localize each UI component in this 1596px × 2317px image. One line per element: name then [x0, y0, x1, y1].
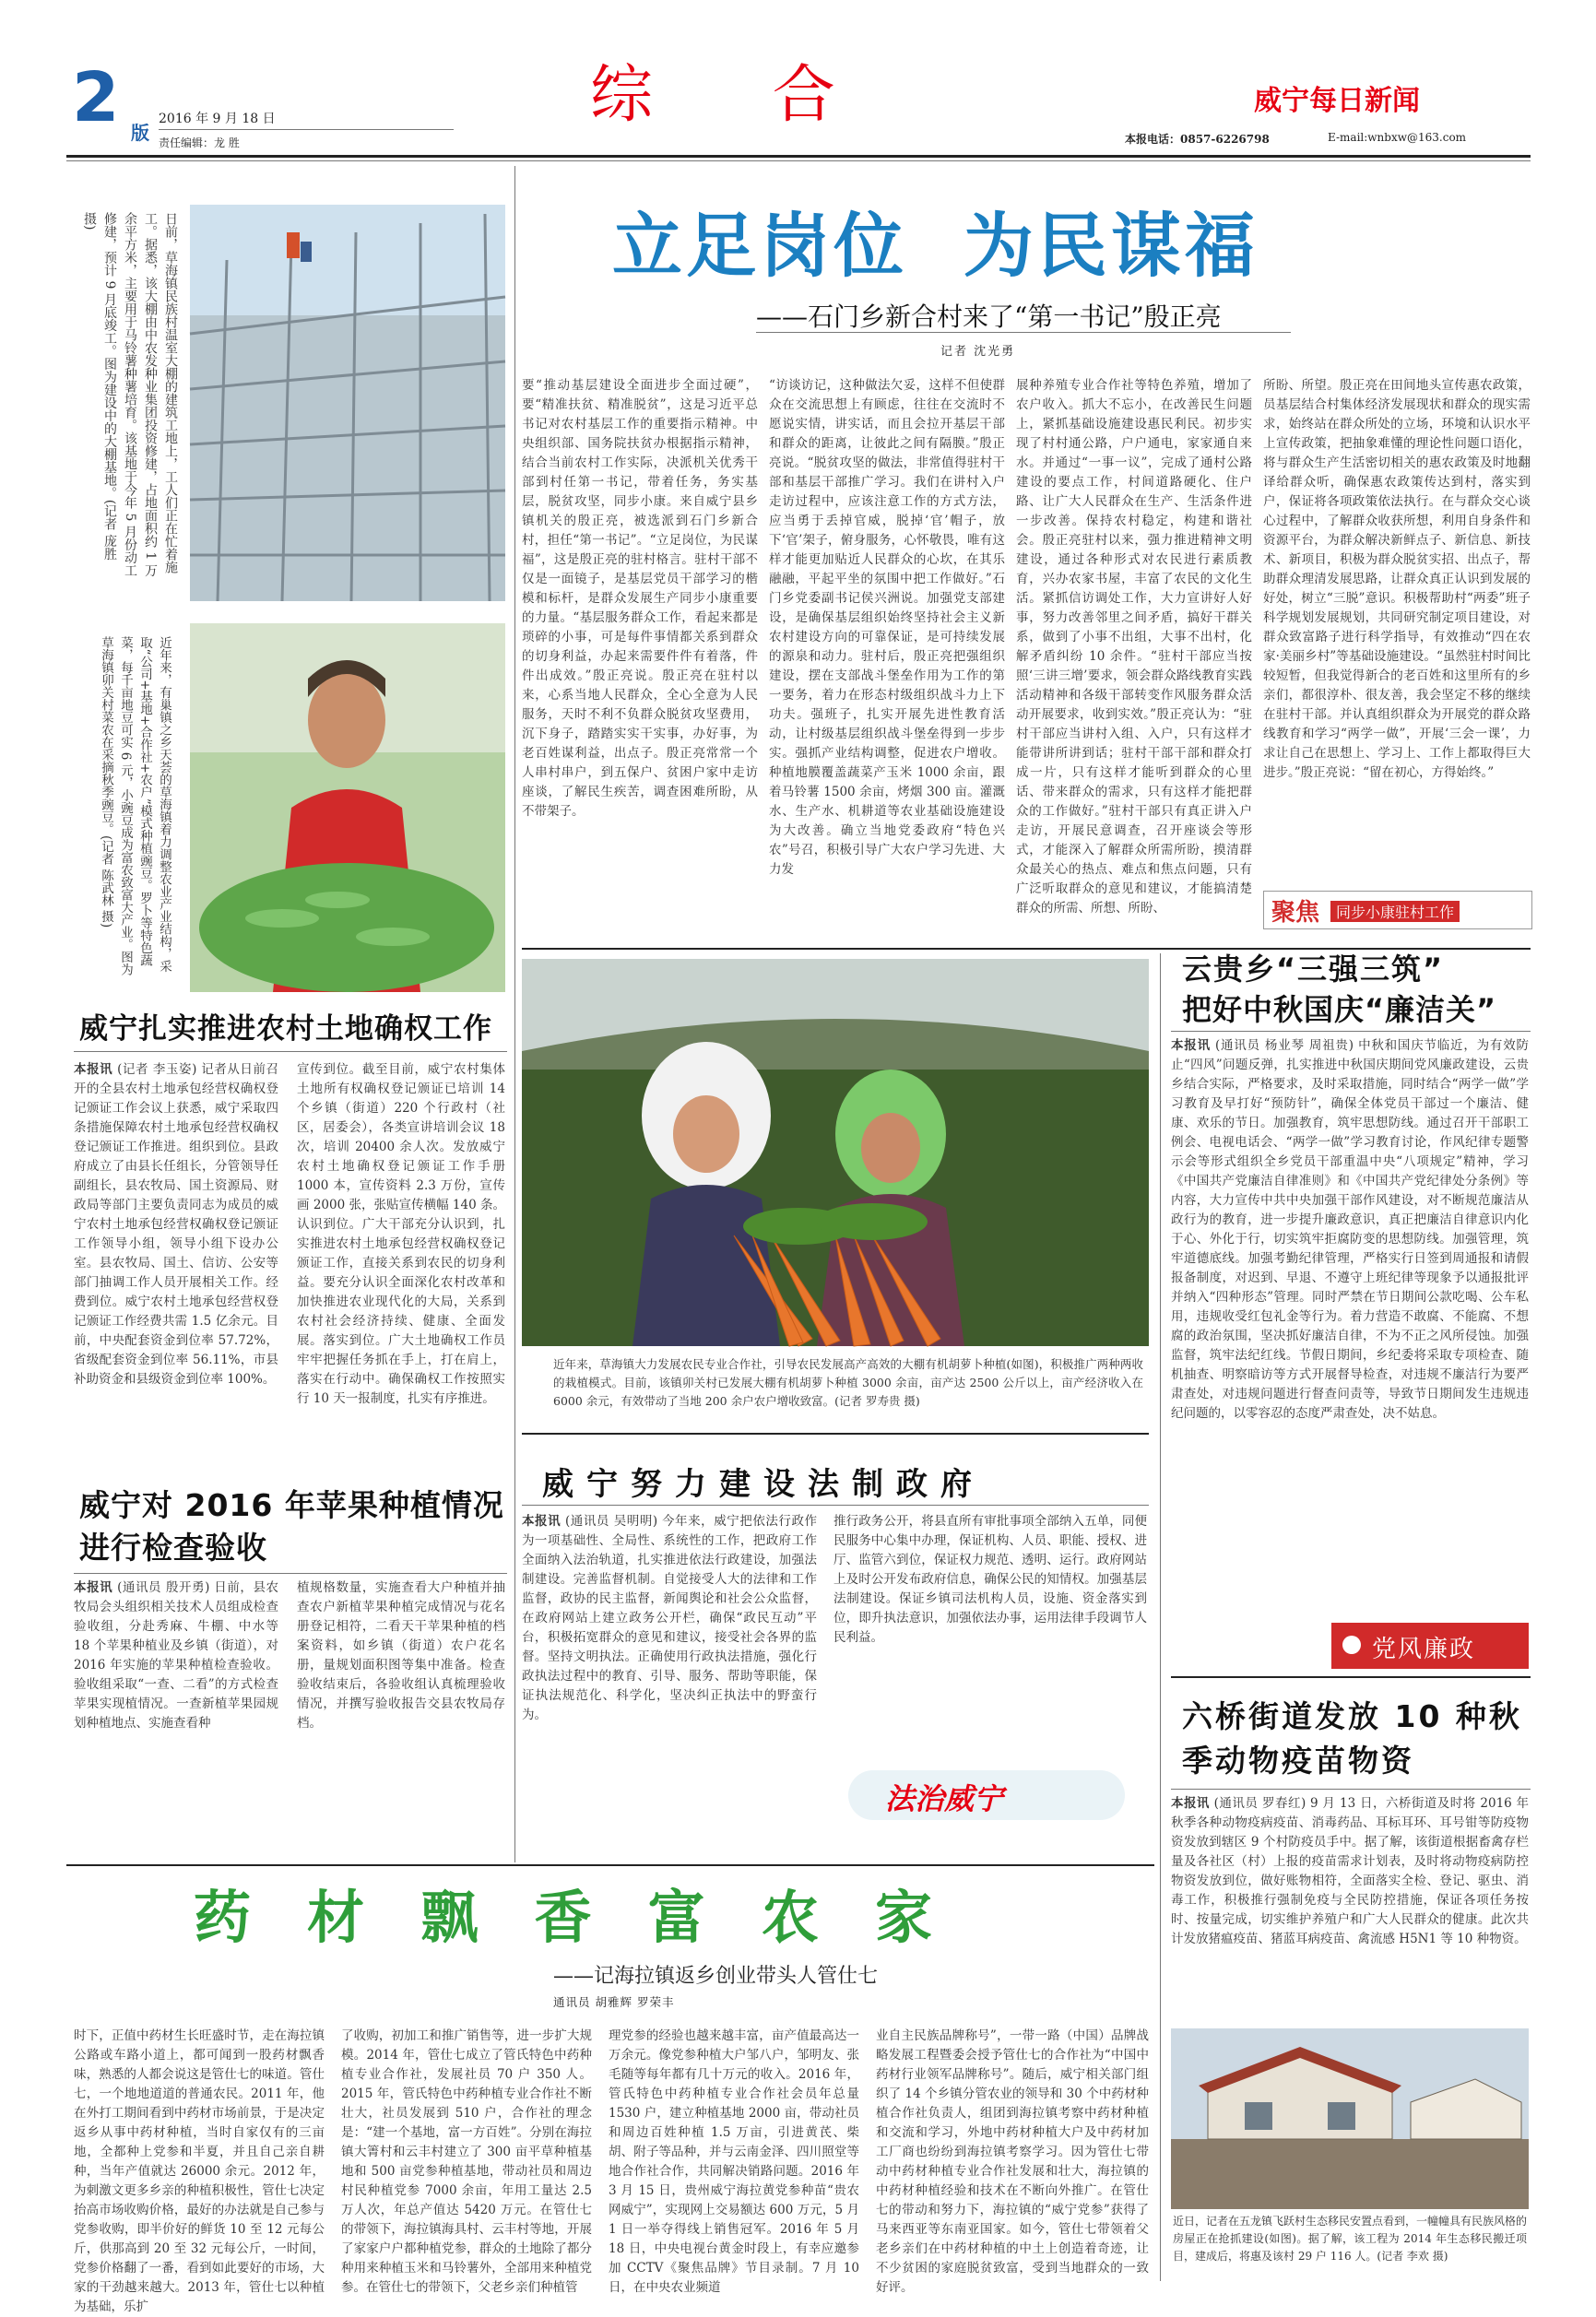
lead-byline: 记者 沈光勇: [940, 345, 1016, 359]
law-author: (通讯员 吴明明): [564, 1514, 658, 1529]
pea-farmer-photo: [190, 623, 505, 992]
liuqiao-author: (通讯员 罗春红): [1213, 1796, 1306, 1811]
land-title-rule: [74, 1051, 507, 1052]
yungui-title-1: 云贵乡“三强三筑”: [1182, 952, 1445, 987]
focus-badge: [1263, 891, 1532, 929]
apple-text-1: 日前，县农牧局会头组织相关技术人员组成检查验收组，分赴秀麻、牛棚、中水等 18 个苹果种植业及乡镇（街道），对 2016 年实施的苹果种植检查验收。验收组采取“一查、二看”的方式检查苹果实现植情况。一查新植苹果园规划种植地点、实施查看种: [74, 1580, 279, 1731]
issue-date: 2016 年 9 月 18 日: [159, 112, 276, 126]
law-dateline: 本报讯: [522, 1514, 562, 1529]
yungui-title-rule: [1171, 1031, 1531, 1032]
lead-col-4: 所盼、所望。殷正亮在田间地头宣传惠农政策，员基层结合村集体经济发展现状和群众的现实需求，始终站在群众所处的立场，环境和认识水平上宣传政策，把抽象难懂的理论性问题口语化，将与群众生产生活密切相关的惠农政策及时地翻译给群众听，确保惠农政策传达到村，落实到户，保证将各项政策依法执行。在与群众交心谈心过程中，了解群众收获所想，利用自身条件和资源平台，为群众解决新鲜点子、新信息、新技术、新项目，积极为群众脱贫实招、出点子，帮助群众理清发展思路，让群众真正认识到发展的好处，树立“三脱”意识。积极帮助村“两委”班子科学规划发展规划，共同研究制定项目建设，对群众致富路子进行科学指导，有效推动“四在农家·美丽乡村”等基础设施建设。“虽然驻村时间比较短暂，但我觉得新合的老百姓和这里所有的乡亲们，都很淳朴、很友善，我会坚定不移的继续在驻村干部。并认真组织群众为开展党的群众路线教育和学习“两学一做”，开展‘三会一课’，力求让自己在思想上、学习上、工作上都取得巨大进步。”殷正亮说：“留在初心，方得始终。”: [1263, 378, 1531, 780]
section-title: 综 合: [590, 59, 835, 132]
yungui-body: [1171, 1036, 1529, 1645]
law-body-2: 推行政务公开，将县直所有审批事项全部纳入五单，同便民服务中心集中办理，保证机构、人员、职能、授权、进厅、监管六到位，保证权力规范、透明、运行。政府网站上及时公开发布政府信息，确保公民的知情权。加强基层法制建设。保证乡镇司法机构人员，设施、资金落实到位，即升执法意识，加强依法办事，运用法律手段调节人民利益。: [833, 1514, 1147, 1645]
lead-subtitle-rule: [756, 332, 1291, 333]
focus-label: 聚焦: [1271, 899, 1320, 927]
contact-phone: 本报电话：0857-6226798: [1125, 133, 1270, 146]
carrot-harvest-photo: [522, 959, 1149, 1346]
yungui-dateline: 本报讯: [1171, 1038, 1211, 1053]
focus-text: 同步小康驻村工作: [1330, 901, 1460, 922]
liuqiao-title: [1182, 1695, 1529, 1783]
page-suffix: 版: [131, 122, 149, 144]
yungui-bottom-rule: [1171, 1676, 1531, 1678]
law-body-1: [522, 1512, 817, 1853]
land-body-2: 宣传到位。截至目前，威宁农村集体土地所有权确权登记颁证已培训 14 个乡镇（街道）220 个行政村（社区，居委会），各类宣讲培训会议 18 次，培训 20400 余人次。发放威宁农村土地确权登记颁证工作手册 1000 本，宣传资料 2.3 万份，宣传画 2000 张，张贴宣传横幅 140 条。认识到位。广大干部充分认识到，扎实推进农村土地承包经营权确权登记颁证工作，直接关系到农民的切身利益。要充分认识全面深化农村改革和加快推进农业现代化的大局，关系到农村社会经济持续、健康、全面发展。落实到位。广大土地确权工作员牢牢把握任务抓在手上，打在肩上，落实在行动中。确保确权工作按照实行 10 天一报制度，扎实有序推进。: [297, 1062, 505, 1406]
law-title: 威宁努力建设法制政府: [542, 1466, 985, 1503]
lead-subtitle: ——石门乡新合村来了“第一书记”殷正亮: [756, 301, 1222, 332]
party-badge-label: 党风廉政: [1372, 1636, 1476, 1663]
land-dateline: 本报讯: [74, 1062, 113, 1077]
apple-author: (通讯员 殷开勇): [117, 1580, 210, 1595]
separator-right: [1160, 953, 1161, 2281]
herb-col-3: 理党参的经验也越来越丰富，亩产值最高达一万余元。像党参种植大户邹八户，邹明友、张毛随等每年都有几十万元的收入。2016 年，管氏特色中药种植专业合作社会员年总量 1530 户，建立种植基地 2000 亩，带动社员和周边百姓种植 1.5 万亩，引进黄芪、柴胡、附子等品种，并与云南金泽、四川照堂等地合作社合作，共同解决销路问题。2016 年 3 月 15 日，贵州威宁海拉黄党参种苗“贵农网威宁”，实现网上交易额达 600 万元，5 月 1 日一举夺得线上销售冠军。2016 年 5 月 18 日，中央电视台黄金时段上，有幸应邀参加 CCTV《聚焦品牌》节目录制。7 月 10 日，在中央农业频道: [609, 2028, 859, 2295]
liuqiao-text: 9 月 13 日，六桥街道及时将 2016 年秋季各种动物疫病疫苗、消毒药品、耳标耳环、耳号钳等防疫物资发放到辖区 9 个村防疫员手中。据了解，该街道根据畜禽存栏量及各社区（村）上报的疫苗需求计划表，及时将动物疫病防控物资发放到位，做好账物相符，全面落实全检、登记、驱虫、消毒工作，积极推行强制免疫与全民防控措施，保证各项任务按时、按量完成，切实维护养殖户和广大人民群众的健康。此次共计发放猪瘟疫苗、猪蓝耳病疫苗、禽流感 H5N1 等 10 种物资。: [1171, 1796, 1530, 1946]
paper-name: 威宁每日新闻: [1254, 85, 1420, 117]
lead-col-3: 展种养殖专业合作社等特色养殖，增加了农户收入。抓大不忘小，在改善民生问题上，紧抓基础设施建设惠民利民。初步实现了村村通公路，户户通电，家家通自来水。并通过“一事一议”，完成了通村公路建设的要点工作，村间道路硬化、住户路、让广大人民群众在生产、生活条件进一步改善。保持农村稳定，构建和谐社会。殷正亮驻村以来，强力推进精神文明建设，通过各种形式对农民进行素质教育，兴办农家书屋，丰富了农民的文化生活。紧抓信访调处工作，大力宣讲好人好事，努力改善邻里之间矛盾，搞好干群关系，做到了小事不出组，大事不出村，化解矛盾纠纷 10 余件。“驻村干部应当按照‘三讲三增’要求，领会群众路线教育实践活动精神和各级干部转变作风服务群众活动开展要求，收到实效。”殷正亮认为：“驻村干部应当讲村入组、入户，只有这样才能带讲所讲到话；驻村干部干部和群众打成一片，只有这样才能听到群众的心里话、带来群众的需求，只有这样才能把群众的工作做好。”驻村干部只有真正讲入户走访，开展民意调查，召开座谈会等形式，才能深入了解群众所需所盼，摸清群众最关心的热点、难点和焦点问题，只有广泛听取群众的意见和建议，才能搞清楚群众的所需、所想、所盼、: [1016, 378, 1252, 916]
party-badge-dot: [1342, 1636, 1361, 1654]
house-construction-photo: [1171, 2028, 1529, 2209]
law-logo-text: 法治威宁: [885, 1781, 1004, 1816]
law-logo: [848, 1770, 1125, 1820]
pea-caption: 近年来，有巢镇之乡天荟的草海镇着力调整农业产业结构，采取“公司+基地+合作社+农户”模式种植豌豆。罗卜等特色蔬菜，每千亩地豆可实 6 元，小豌豆成为富农致富大产业。图为草海镇卯关村菜农在采摘秋季豌豆。(记者 陈武林 摄): [99, 636, 171, 976]
yungui-text: 中秋和国庆节临近，为有效防止“四风”问题反弹，扎实推进中秋国庆期间党风廉政建设，云贵乡结合实际，严格要求，及时采取措施，同时结合“两学一做”学习教育及早打好“预防针”，确保全体党员干部过一个廉洁、健康、欢乐的节日。加强教育，筑牢思想防线。通过召开干部职工例会、电视电话会、“两学一做”学习教育讨论，作风纪律专题警示会等形式组织全乡党员干部重温中央“八项规定”精神，学习《中国共产党廉洁自律准则》和《中国共产党纪律处分条例》等内容，大力宣传中共中央加强干部作风建设，对不断规范廉洁从政行为的教育，进一步提升廉政意识，真正把廉洁自律意识内化于心、外化于行，切实筑牢拒腐防变的思想防线。加强管理，筑牢道德底线。加强考勤纪律管理，严格实行日签到周通报和请假报备制度，对迟到、早退、不遵守上班纪律等现象予以通报批评并纳入“四种形态”管理。同时严禁在节日期间公款吃喝、公车私用，违规收受红包礼金等行为。着力营造不敢腐、不能腐、不想腐的政治氛围，坚决抓好廉洁自律，不为不正之风所侵蚀。加强监督，筑牢法纪红线。节假日期间，乡纪委将采取专项检查、随机抽查、明察暗访等方式开展督导检查，对违规不廉洁行为要严肃查处，对违规问题进行督查问责等，导致节日期间发生违规违纪问题的，以零容忍的态度严肃查处，决不姑息。: [1171, 1038, 1529, 1421]
lead-col-1: 要“推动基层建设全面进步全面过硬”，要“精准扶贫、精准脱贫”，这是习近平总书记对农村基层工作的重要指示精神。中央组织部、国务院扶贫办根据指示精神，结合当前农村工作实际，决派机关优秀干部到村任第一书记，带着任务，务实基层，脱贫攻坚，同步小康。来自威宁县乡镇机关的殷正亮，被选派到石门乡新合村，担任“第一书记”。“立足岗位，为民谋福”，这是殷正亮的驻村格言。驻村干部不仅是一面镜子，是基层党员干部学习的楷模和标杆，是群众发展生产同步小康重要的力量。“基层服务群众工作，看起来都是琐碎的小事，可是每件事情都关系到群众的切身利益，办起来需要件件有着落，件件出成效。”殷正亮说。殷正亮在驻村以来，心系当地人民群众，全心全意为人民服务，天时不利不负群众脱贫攻坚费用，沉下身子，踏踏实实干实事，办好事，为老百姓谋利益，出点子。殷正亮常常一个人串村串户，到五保户、贫困户家中走访座谈，了解民生疾苦，调查困难所盼，从不带架子。: [522, 378, 758, 819]
apple-title: [79, 1484, 509, 1569]
contact-email: E-mail:wnbxw@163.com: [1328, 131, 1467, 144]
lead-col-2: “访谈访记，这种做法欠妥，这样不但使群众在交流思想上有顾虑，往往在交流时不愿说实情，讲实话，而且会拉开基层干部和群众的距离，让彼此之间有隔膜。”殷正亮说。“脱贫攻坚的做法，非常值得驻村干部和基层干部推广学习。我们在讲村入户走访过程中，应该注意工作的方式方法，应当勇于丢掉官威，脱掉‘官’帽子，放下‘官’架子，俯身服务，心怀敬畏，唯有这样才能更加贴近人民群众的心坎，在其乐融融，平起平坐的氛围中把工作做好。”石门乡党委副书记侯兴洲说。加强党支部建设，是确保基层组织始终坚持社会主义新农村建设方向的可靠保证，是可持续发展的源泉和动力。驻村后，殷正亮把强组织建设，摆在支部战斗堡垒作用为工作的第一要务，着力在形态村级组织战斗力上下功夫。强班子，扎实开展先进性教育活动，让村级基层组织战斗堡垒得到一步步实。强抓产业结构调整，促进农户增收。种植地膜覆盖蔬菜产玉米 1000 余亩，跟着马铃薯 1500 余亩，烤烟 300 亩。灌溉水、生产水、机耕道等农业基础设施建设为大改善。确立当地党委政府“特色兴农”号召，积极引导广大农户学习先进、大力发: [769, 378, 1005, 877]
liuqiao-body: [1171, 1794, 1529, 2025]
law-title-rule: [522, 1505, 1149, 1506]
liuqiao-dateline: 本报讯: [1171, 1796, 1210, 1811]
apple-body-2: 植规格数量，实施查看大户种植并抽查农户新植苹果种植完成情况与花名册登记相符，二看天干苹果种植的档案资料，如乡镇（街道）农户花名册，量规划面积图等集中准备。检查验收结束后，各验收组认真梳理验收情况，并撰写验收报告交县农牧局存档。: [297, 1580, 505, 1731]
herb-col-2: 了收购，初加工和推广销售等，进一步扩大规模。2014 年，管仕七成立了管氏特色中药种植专业合作社，发展社员 70 户 350 人。2015 年，管氏特色中药种植专业合作社不断壮大，社员发展到 510 户，合作社的理念是：“建一个基地，富一方百姓”。分别在海拉镇大箐村和云丰村建立了 300 亩平草种植基地和 500 亩党参种植基地，带动社员和周边村民种植党参 7000 余亩，年用工量达 2.5 万人次，年总产值达 5420 万元。在管仕七的带领下，海拉镇海具村、云丰村等地，开展了家家户户都种植党参，群众的土地除了都分种用来种植玉米和马铃薯外，全部用来种植党参。在管仕七的带领下，父老乡亲们种植管: [341, 2028, 592, 2295]
yungui-title-2: 把好中秋国庆“廉洁关”: [1182, 992, 1497, 1027]
apple-title-rule: [74, 1573, 507, 1574]
law-text-1: 今年来，威宁把依法行政作为一项基础性、全局性、系统性的工作，把政府工作全面纳入法治轨道，扎实推进依法行政建设，加强法制建设。完善监督机制。自觉接受人大的法律和工作监督，政协的民主监督，新闻舆论和社会公众监督，在政府网站上建立政务公开栏，确保“政民互动”平台，积极拓宽群众的意见和建议，接受社会各界的监督。坚持文明执法。正确使用行政执法措施，强化行政执法过程中的教育、引导、服务、帮助等职能，保证执法规范化、科学化，坚决纠正执法中的野蛮行为。: [522, 1514, 818, 1722]
carrot-caption: 近年来，草海镇大力发展农民专业合作社，引导农民发展高产高效的大棚有机胡萝卜种植(如图)，积极推广两种两收的栽植模式。目前，该镇卯关村已发展大棚有机胡萝卜种植 3000 余亩，亩产达 2500 公斤以上，亩产经济收入在 6000 余元，有效带动了当地 200 余户农户增收致富。(记者 罗寿贵 摄): [553, 1357, 1143, 1408]
liuqiao-title-rule: [1171, 1789, 1531, 1790]
apple-dateline: 本报讯: [74, 1580, 113, 1595]
herb-subtitle: ——记海拉镇返乡创业带头人管仕七: [553, 1965, 879, 1988]
carrot-bottom-rule: [522, 1433, 1149, 1435]
greenhouse-photo: [190, 205, 505, 601]
apple-title-text: 威宁对 2016 年苹果种植情况进行检查验收: [79, 1487, 504, 1566]
editor-credit: 责任编辑：龙 胜: [159, 136, 240, 149]
party-badge: [1331, 1623, 1529, 1669]
herb-top-rule: [66, 1864, 1154, 1866]
herb-col-4: 业自主民族品牌称号”，一带一路（中国）品牌战略发展工程暨委会授予管仕七的合作社为“中国中药材行业领军品牌称号”。随后，威宁相关部门组织了 14 个乡镇分管农业的领导和 30 个中药材种植合作社负责人，组团到海拉镇考察中药材种植和交流和学习，外地中药材种植大户及中药材加工厂商也纷纷到海拉镇考察学习。因为管仕七带动中药材种植专业合作社发展和壮大，海拉镇的中药材种植经验和技术在不断向外推广。在管仕七的带动和努力下，海拉镇的“威宁党参”获得了马来西亚等东南亚国家。如今，管仕七带领着父老乡亲们在中药材种植的中土上创造着奇迹，让不少贫困的家庭脱贫致富，受到当地群众的一致好评。: [876, 2028, 1149, 2295]
masthead-date-rule: [159, 129, 454, 130]
greenhouse-caption: 日前，草海镇民族村温室大棚的建筑工地上，工人们正在忙着施工。据悉，该大棚由中农发种业集团投资修建，占地面积约 1 万余平方米，主要用于马铃薯种薯培育。该基地于今年 5 月份动工修建，预计 9 月底竣工。图为建设中的大棚基地。(记者 庞胜 摄): [82, 212, 178, 577]
land-text-1: 记者从日前召开的全县农村土地承包经营权确权登记颁证工作会议上获悉，威宁采取四条措施保障农村土地承包经营权确权登记颁证工作推进。组织到位。县政府成立了由县长任组长，分管领导任副组长，县农牧局、国土资源局、财政局等部门主要负责同志为成员的威宁农村土地承包经营权确权登记颁证工作领导小组，领导小组下设办公室。县农牧局、国土、信访、公安等部门抽调工作人员开展相关工作。经费到位。威宁农村土地承包经营权登记颁证工作经费共需 1.5 亿余元。目前，中央配套资金到位率 57.72%，省级配套资金到位率 56.11%，市县补助资金和县级资金到位率 100%。: [74, 1062, 279, 1387]
liuqiao-title-text: 六桥街道发放 10 种秋季动物疫苗物资: [1182, 1698, 1522, 1779]
herb-byline: 通讯员 胡雅辉 罗荣丰: [553, 1995, 675, 2009]
apple-body-1: [74, 1578, 278, 1864]
page-number: 2: [72, 58, 120, 137]
house-caption: 近日，记者在五龙镇飞跃村生态移民安置点看到，一幢幢具有民族风格的房屋正在抢抓建设(如图)。据了解，该工程为 2014 年生态移民搬迁项目，建成后，将惠及该村 29 户 116 人。(记者 李欢 摄): [1173, 2215, 1528, 2263]
masthead-rule-thin: [66, 160, 1531, 161]
separator-left: [514, 166, 515, 1862]
land-title: 威宁扎实推进农村土地确权工作: [79, 1012, 492, 1046]
masthead-rule: [66, 155, 1531, 158]
herb-col-1: 时下，正值中药材生长旺盛时节，走在海拉镇公路或车路小道上，都可闻到一股药材飘香味，熟悉的人都会说这是管仕七的味道。管仕七，一个地地道道的普通农民。2011 年，他在外打工期间看到中药材市场前景，于是决定返乡从事中药材种植，当时自家仅有的三亩地，全都种上党参和半夏，并且自己亲自耕种，当年产值就达 26000 余元。2012 年，为刺激文更多乡亲的种植积极性，管仕七决定抬高市场收购价格，最好的办法就是自己参与党参收购，即半价好的鲜货 10 至 12 元每公斤，供那高到 20 至 32 元每公斤，一时间，党参价格翻了一番，看到如此要好的市场，大家的干劲越来越大。2013 年，管仕七以种植为基础，乐扩: [74, 2028, 325, 2314]
lead-title: 立足岗位 为民谋福: [612, 205, 1259, 287]
yungui-author: (通讯员 杨业琴 周祖贵): [1214, 1038, 1354, 1053]
land-author: (记者 李玉姿): [117, 1062, 197, 1077]
herb-title: 药 材 飘 香 富 农 家: [194, 1884, 939, 1951]
